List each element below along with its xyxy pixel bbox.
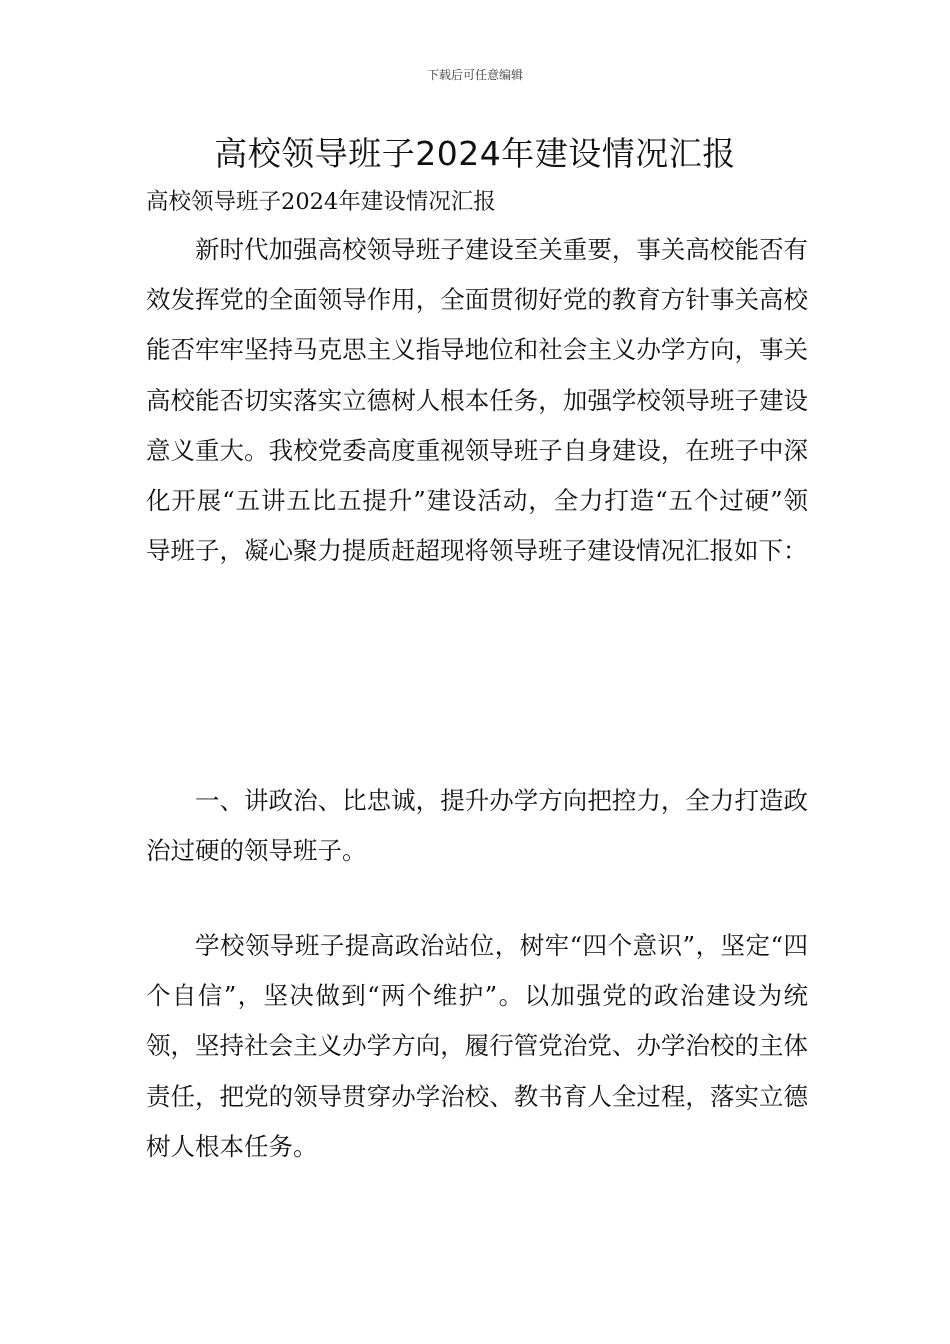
- section-1-paragraph: 学校领导班子提高政治站位，树牢“四个意识”，坚定“四个自信”，坚决做到“两个维护”。以加强党的政治建设为统领，坚持社会主义办学方向，履行管党治党、办学治校的主体责任，把党的领导贯穿办学治校、教书育人全过程，落实立德树人根本任务。: [146, 931, 808, 1161]
- document-title: 高校领导班子2024年建设情况汇报: [214, 134, 736, 173]
- document-subtitle: 高校领导班子2024年建设情况汇报: [146, 189, 496, 215]
- header-note: 下载后可任意编辑: [426, 68, 523, 82]
- intro-paragraph: 新时代加强高校领导班子建设至关重要，事关高校能否有效发挥党的全面领导作用，全面贯彻好党的教育方针事关高校能否牢牢坚持马克思主义指导地位和社会主义办学方向，事关高校能否切实落实立德树人根本任务，加强学校领导班子建设意义重大。我校党委高度重视领导班子自身建设，在班子中深化开展“五讲五比五提升”建设活动，全力打造“五个过硬”领导班子，凝心聚力提质赶超现将领导班子建设情况汇报如下：: [146, 235, 808, 566]
- section-heading-1: 一、讲政治、比忠诚，提升办学方向把控力，全力打造政治过硬的领导班子。: [146, 786, 808, 866]
